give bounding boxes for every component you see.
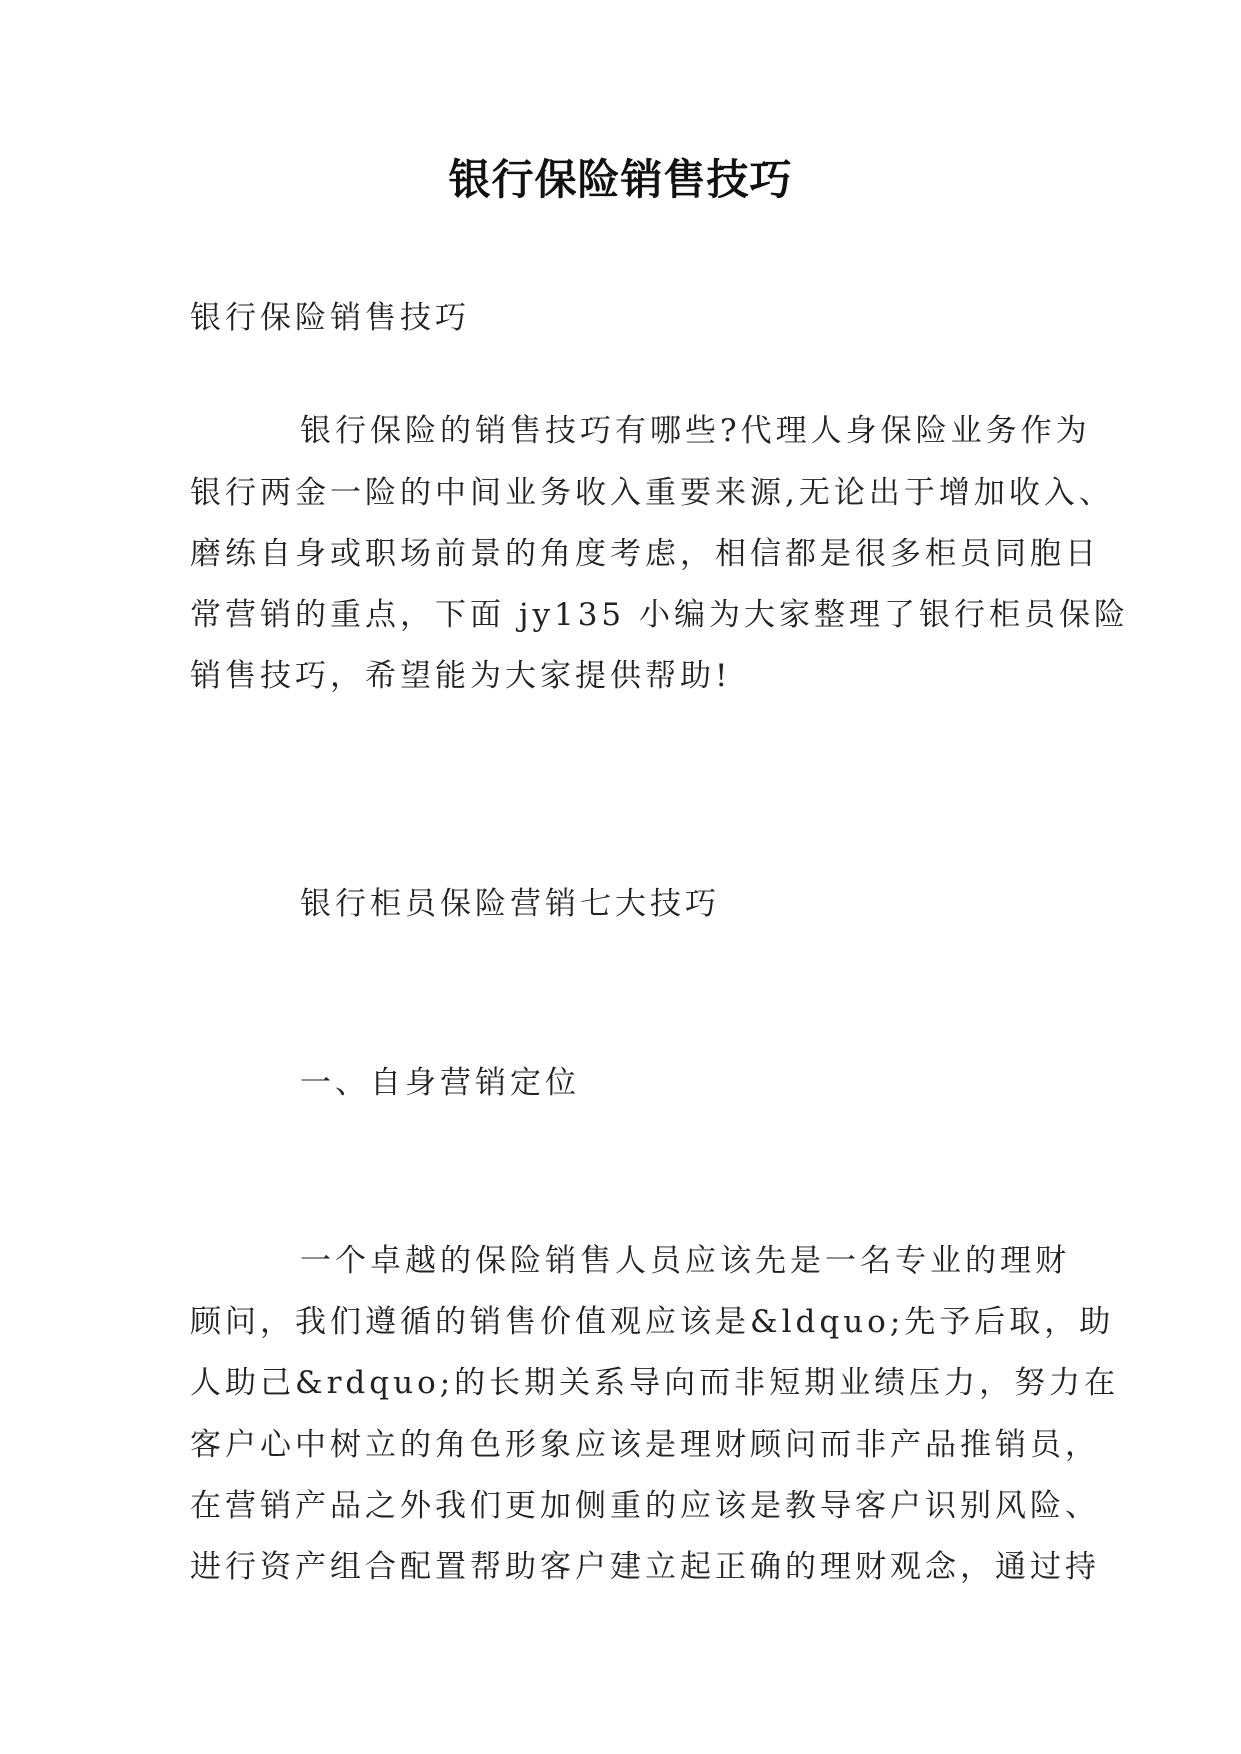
paragraph-line: 一个卓越的保险销售人员应该先是一名专业的理财 — [300, 1243, 1070, 1279]
paragraph-line: 客户心中树立的角色形象应该是理财顾问而非产品推销员， — [190, 1427, 1100, 1463]
paragraph-line: 人助己&rdquo;的长期关系导向而非短期业绩压力，努力在 — [190, 1365, 1120, 1401]
section-heading: 银行柜员保险营销七大技巧 — [300, 886, 720, 922]
point-heading: 一、自身营销定位 — [300, 1065, 580, 1101]
intro-line: 常营销的重点，下面 jy135 小编为大家整理了银行柜员保险 — [190, 597, 1129, 633]
paragraph-line: 顾问，我们遵循的销售价值观应该是&ldquo;先予后取，助 — [190, 1304, 1115, 1340]
paragraph-line: 进行资产组合配置帮助客户建立起正确的理财观念，通过持 — [190, 1549, 1100, 1585]
document-subtitle: 银行保险销售技巧 — [190, 300, 470, 336]
document-title: 银行保险销售技巧 — [448, 155, 793, 204]
intro-line: 磨练自身或职场前景的角度考虑，相信都是很多柜员同胞日 — [190, 536, 1100, 572]
intro-line: 银行两金一险的中间业务收入重要来源,无论出于增加收入、 — [190, 475, 1114, 511]
intro-line: 银行保险的销售技巧有哪些?代理人身保险业务作为 — [300, 413, 1091, 449]
intro-line: 销售技巧，希望能为大家提供帮助! — [190, 658, 732, 694]
paragraph-line: 在营销产品之外我们更加侧重的应该是教导客户识别风险、 — [190, 1488, 1100, 1524]
